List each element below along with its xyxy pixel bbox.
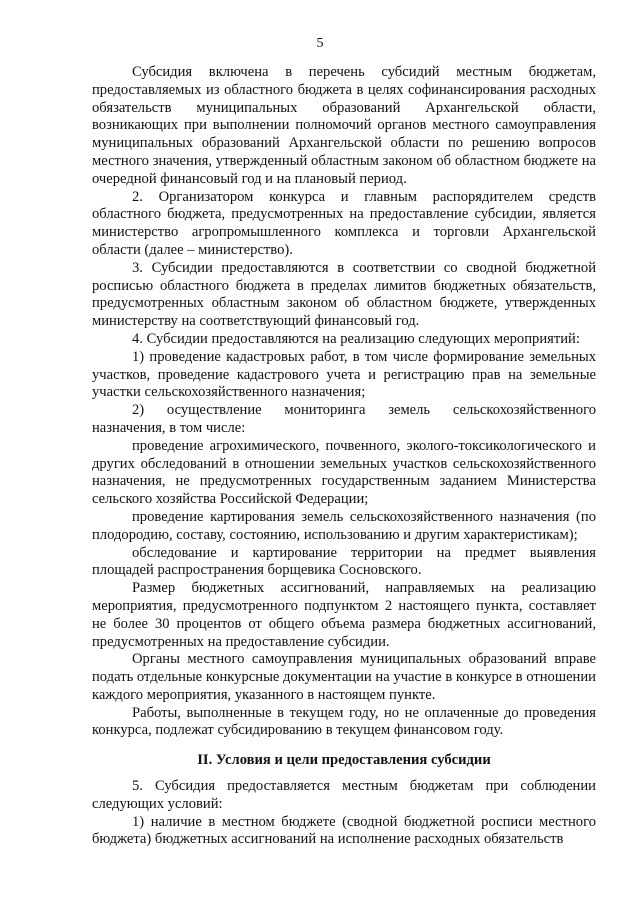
paragraph: 4. Субсидии предоставляются на реализацию следующих мероприятий:	[132, 330, 580, 347]
page-number: 5	[316, 36, 324, 51]
paragraph: 3. Субсидии предоставляются в соответствии со сводной бюджетной росписью областного бюджета в пределах лимитов бюджетных обязательств, предусмотренных областным законом об областном бюджете, утвержденных министерству на соответствующий финансовый год.	[92, 259, 596, 330]
paragraph: обследование и картирование территории на предмет выявления площадей распространения борщевика Сосновского.	[92, 544, 596, 579]
section-heading: II. Условия и цели предоставления субсидии	[197, 752, 491, 769]
paragraph: Работы, выполненные в текущем году, но не оплаченные до проведения конкурса, подлежат субсидированию в текущем финансовом году.	[92, 704, 596, 739]
paragraph: проведение агрохимического, почвенного, эколого-токсикологического и других обследований в отношении земельных участков сельскохозяйственного назначения, не предусмотренных государственным заданием Министерства сельского хозяйства Российской Федерации;	[92, 437, 596, 508]
paragraph: 2. Организатором конкурса и главным распорядителем средств областного бюджета, предусмотренных на предоставление субсидии, является министерство агропромышленного комплекса и торговли Архангельской области (далее – министерство).	[92, 188, 596, 258]
paragraph: 1) проведение кадастровых работ, в том числе формирование земельных участков, проведение кадастрового учета и регистрацию прав на земельные участки сельскохозяйственного назначения;	[92, 348, 596, 401]
paragraph: 5. Субсидия предоставляется местным бюджетам при соблюдении следующих условий:	[92, 778, 596, 812]
paragraph: Субсидия включена в перечень субсидий местным бюджетам, предоставляемых из областного бюджета в целях софинансирования расходных обязательств муниципальных образований Архангельской области, возникающих при выполнении полномочий органов местного самоуправления муниципальных образований Архангельской области по решению вопросов местного значения, утвержденный областным законом об областном бюджете на очередной финансовый год и на плановый период.	[92, 64, 596, 187]
paragraph: проведение картирования земель сельскохозяйственного назначения (по плодородию, составу, состоянию, использованию и другим характеристикам);	[92, 508, 596, 543]
paragraph: Размер бюджетных ассигнований, направляемых на реализацию мероприятия, предусмотренного подпунктом 2 настоящего пункта, составляет не более 30 процентов от общего объема размера бюджетных ассигнований, предусмотренных на предоставление субсидии.	[92, 580, 596, 650]
document-body	[92, 64, 596, 849]
paragraph: 2) осуществление мониторинга земель сельскохозяйственного назначения, в том числе:	[92, 402, 596, 436]
paragraph: 1) наличие в местном бюджете (сводной бюджетной росписи местного бюджета) бюджетных ассигнований на исполнение расходных обязательств	[92, 813, 596, 848]
paragraph: Органы местного самоуправления муниципальных образований вправе подать отдельные конкурсные документации на участие в конкурсе в отношении каждого мероприятия, указанного в настоящем пункте.	[92, 651, 596, 703]
